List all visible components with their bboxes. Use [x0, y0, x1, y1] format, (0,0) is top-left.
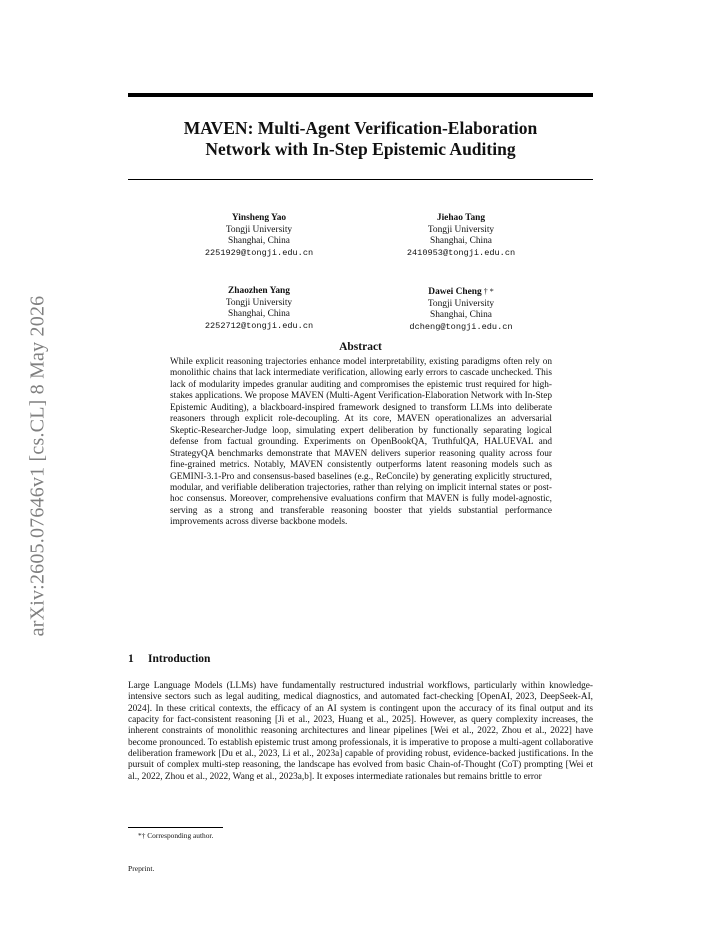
title-top-rule: [128, 93, 593, 97]
author-location: Shanghai, China: [430, 310, 492, 321]
preprint-label: Preprint.: [128, 864, 155, 873]
author-block: [361, 286, 561, 333]
footnote: *† Corresponding author.: [138, 831, 214, 840]
paper-title: [128, 118, 593, 160]
author-affiliation: Tongji University: [225, 297, 293, 308]
author-name: Yinsheng Yao: [231, 213, 287, 223]
section-number: 1: [128, 653, 134, 665]
author-block: [159, 213, 359, 259]
author-block: [361, 213, 561, 259]
title-line-1: MAVEN: Multi-Agent Verification-Elaboration: [183, 118, 538, 138]
section-heading: [128, 653, 210, 665]
author-email: dcheng@tongji.edu.cn: [409, 321, 513, 332]
author-email: 2252712@tongji.edu.cn: [204, 320, 314, 331]
author-name-line: [361, 286, 561, 299]
author-marks: † *: [481, 287, 494, 296]
footnote-rule: [128, 827, 223, 828]
introduction-text: Large Language Models (LLMs) have fundamentally restructured industrial workflows, particularly within knowledge-intensive sectors such as legal auditing, medical diagnostics, and automated fact-checking [OpenAI, 2023, DeepSeek-AI, 2024]. In these critical contexts, the efficacy of an AI system is contingent upon the accuracy of its final output and its capacity for fact-consistent reasoning [Ji et al., 2023, Huang et al., 2025]. However, as query complexity increases, the inherent constraints of monolithic reasoning architectures and linear pipelines [Wei et al., 2022, Zhou et al., 2022] have become pronounced. To establish epistemic trust among professionals, it is imperative to propose a multi-agent collaborative deliberation framework [Du et al., 2023, Li et al., 2023a] capable of providing robust, evidence-backed justifications. In the pursuit of complex multi-step reasoning, the landscape has evolved from basic Chain-of-Thought (CoT) prompting [Wei et al., 2022, Zhou et al., 2022, Wang et al., 2023a,b]. It exposes intermediate rationales but remains brittle to error: [128, 681, 593, 782]
author-name: Zhaozhen Yang: [228, 286, 290, 296]
title-line-2: Network with In-Step Epistemic Auditing: [205, 139, 516, 159]
arxiv-identifier: arXiv:2605.07646v1 [cs.CL] 8 May 2026: [26, 295, 49, 637]
author-affiliation: Tongji University: [427, 224, 495, 235]
section-title: Introduction: [148, 653, 211, 665]
author-location: Shanghai, China: [228, 309, 290, 320]
title-bottom-rule: [128, 179, 593, 180]
author-location: Shanghai, China: [430, 236, 492, 247]
abstract-text: While explicit reasoning trajectories enhance model interpretability, existing paradigms often rely on monolithic chains that lack intermediate verification, allowing early errors to cascade unchecked. This lack of modularity impedes granular auditing and compromises the epistemic trust required for high-stakes applications. We propose MAVEN (Multi-Agent Verification-Elaboration Network with In-Step Epistemic Auditing), a blackboard-inspired framework designed to transform LLMs into deliberate reasoners through explicit role-decoupling. At its core, MAVEN operationalizes an adversarial Skeptic-Researcher-Judge loop, simulating expert deliberation by functionally separating logical defense from factual grounding. Experiments on OpenBookQA, TruthfulQA, HALUEVAL and StrategyQA benchmarks demonstrate that MAVEN delivers superior reasoning quality across four fine-grained metrics. Notably, MAVEN consistently outperforms latent reasoning models such as GEMINI-3.1-Pro and consensus-based baselines (e.g., ReConcile) by generating explicitly structured, modular, and verifiable deliberation trajectories, rather than relying on implicit internal states or post-hoc consensus. Moreover, comprehensive evaluations confirm that MAVEN is fully model-agnostic, serving as a strong and transferable reasoning booster that yields substantial performance improvements across diverse backbone models.: [170, 357, 552, 528]
author-block: [159, 286, 359, 332]
author-affiliation: Tongji University: [225, 224, 293, 235]
author-affiliation: Tongji University: [427, 298, 495, 309]
author-name: Jiehao Tang: [436, 213, 486, 223]
author-email: 2410953@tongji.edu.cn: [406, 247, 516, 258]
author-location: Shanghai, China: [228, 236, 290, 247]
author-name: Dawei Cheng: [428, 287, 482, 297]
author-email: 2251929@tongji.edu.cn: [204, 247, 314, 258]
abstract-heading: Abstract: [339, 341, 382, 353]
